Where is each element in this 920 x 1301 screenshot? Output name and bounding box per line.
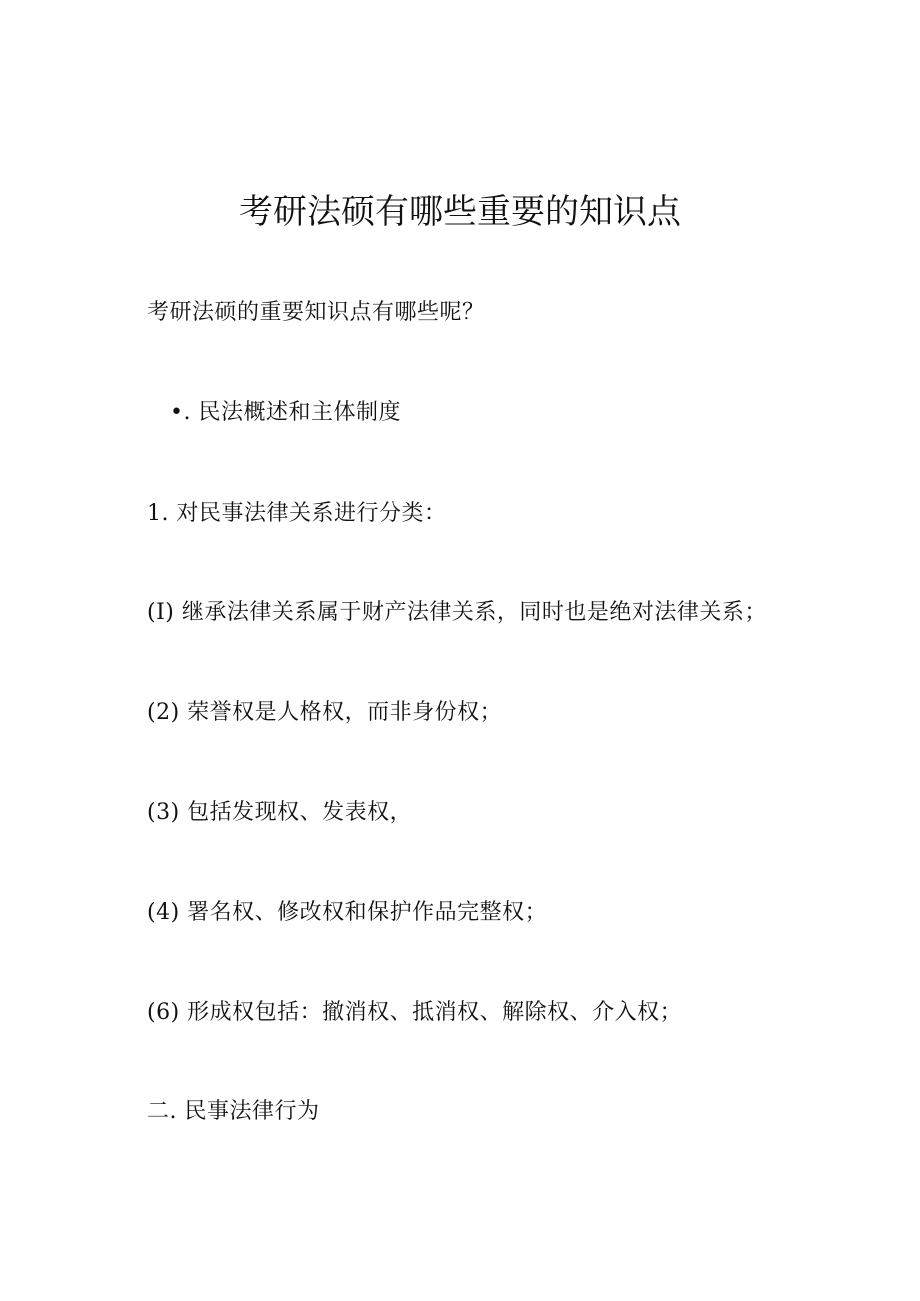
intro-question: 考研法硕的重要知识点有哪些呢？ xyxy=(147,300,485,325)
list-item-inheritance: (I) 继承法律关系属于财产法律关系，同时也是绝对法律关系； xyxy=(147,600,767,625)
section-heading-civil-juristic-acts: 二. 民事法律行为 xyxy=(147,1099,320,1124)
list-item-discovery-right: (3) 包括发现权、发表权， xyxy=(147,800,413,825)
subsection-heading-classification: 1. 对民事法律关系进行分类： xyxy=(147,501,447,526)
list-item-authorship-right: (4) 署名权、修改权和保护作品完整权； xyxy=(147,900,548,925)
section-heading-civil-law-overview: •. 民法概述和主体制度 xyxy=(170,400,401,425)
list-item-honor-right: (2) 荣誉权是人格权，而非身份权； xyxy=(147,700,503,725)
list-item-formation-right: (6) 形成权包括：撤消权、抵消权、解除权、介入权； xyxy=(147,1000,683,1025)
document-title: 考研法硕有哪些重要的知识点 xyxy=(239,192,681,232)
